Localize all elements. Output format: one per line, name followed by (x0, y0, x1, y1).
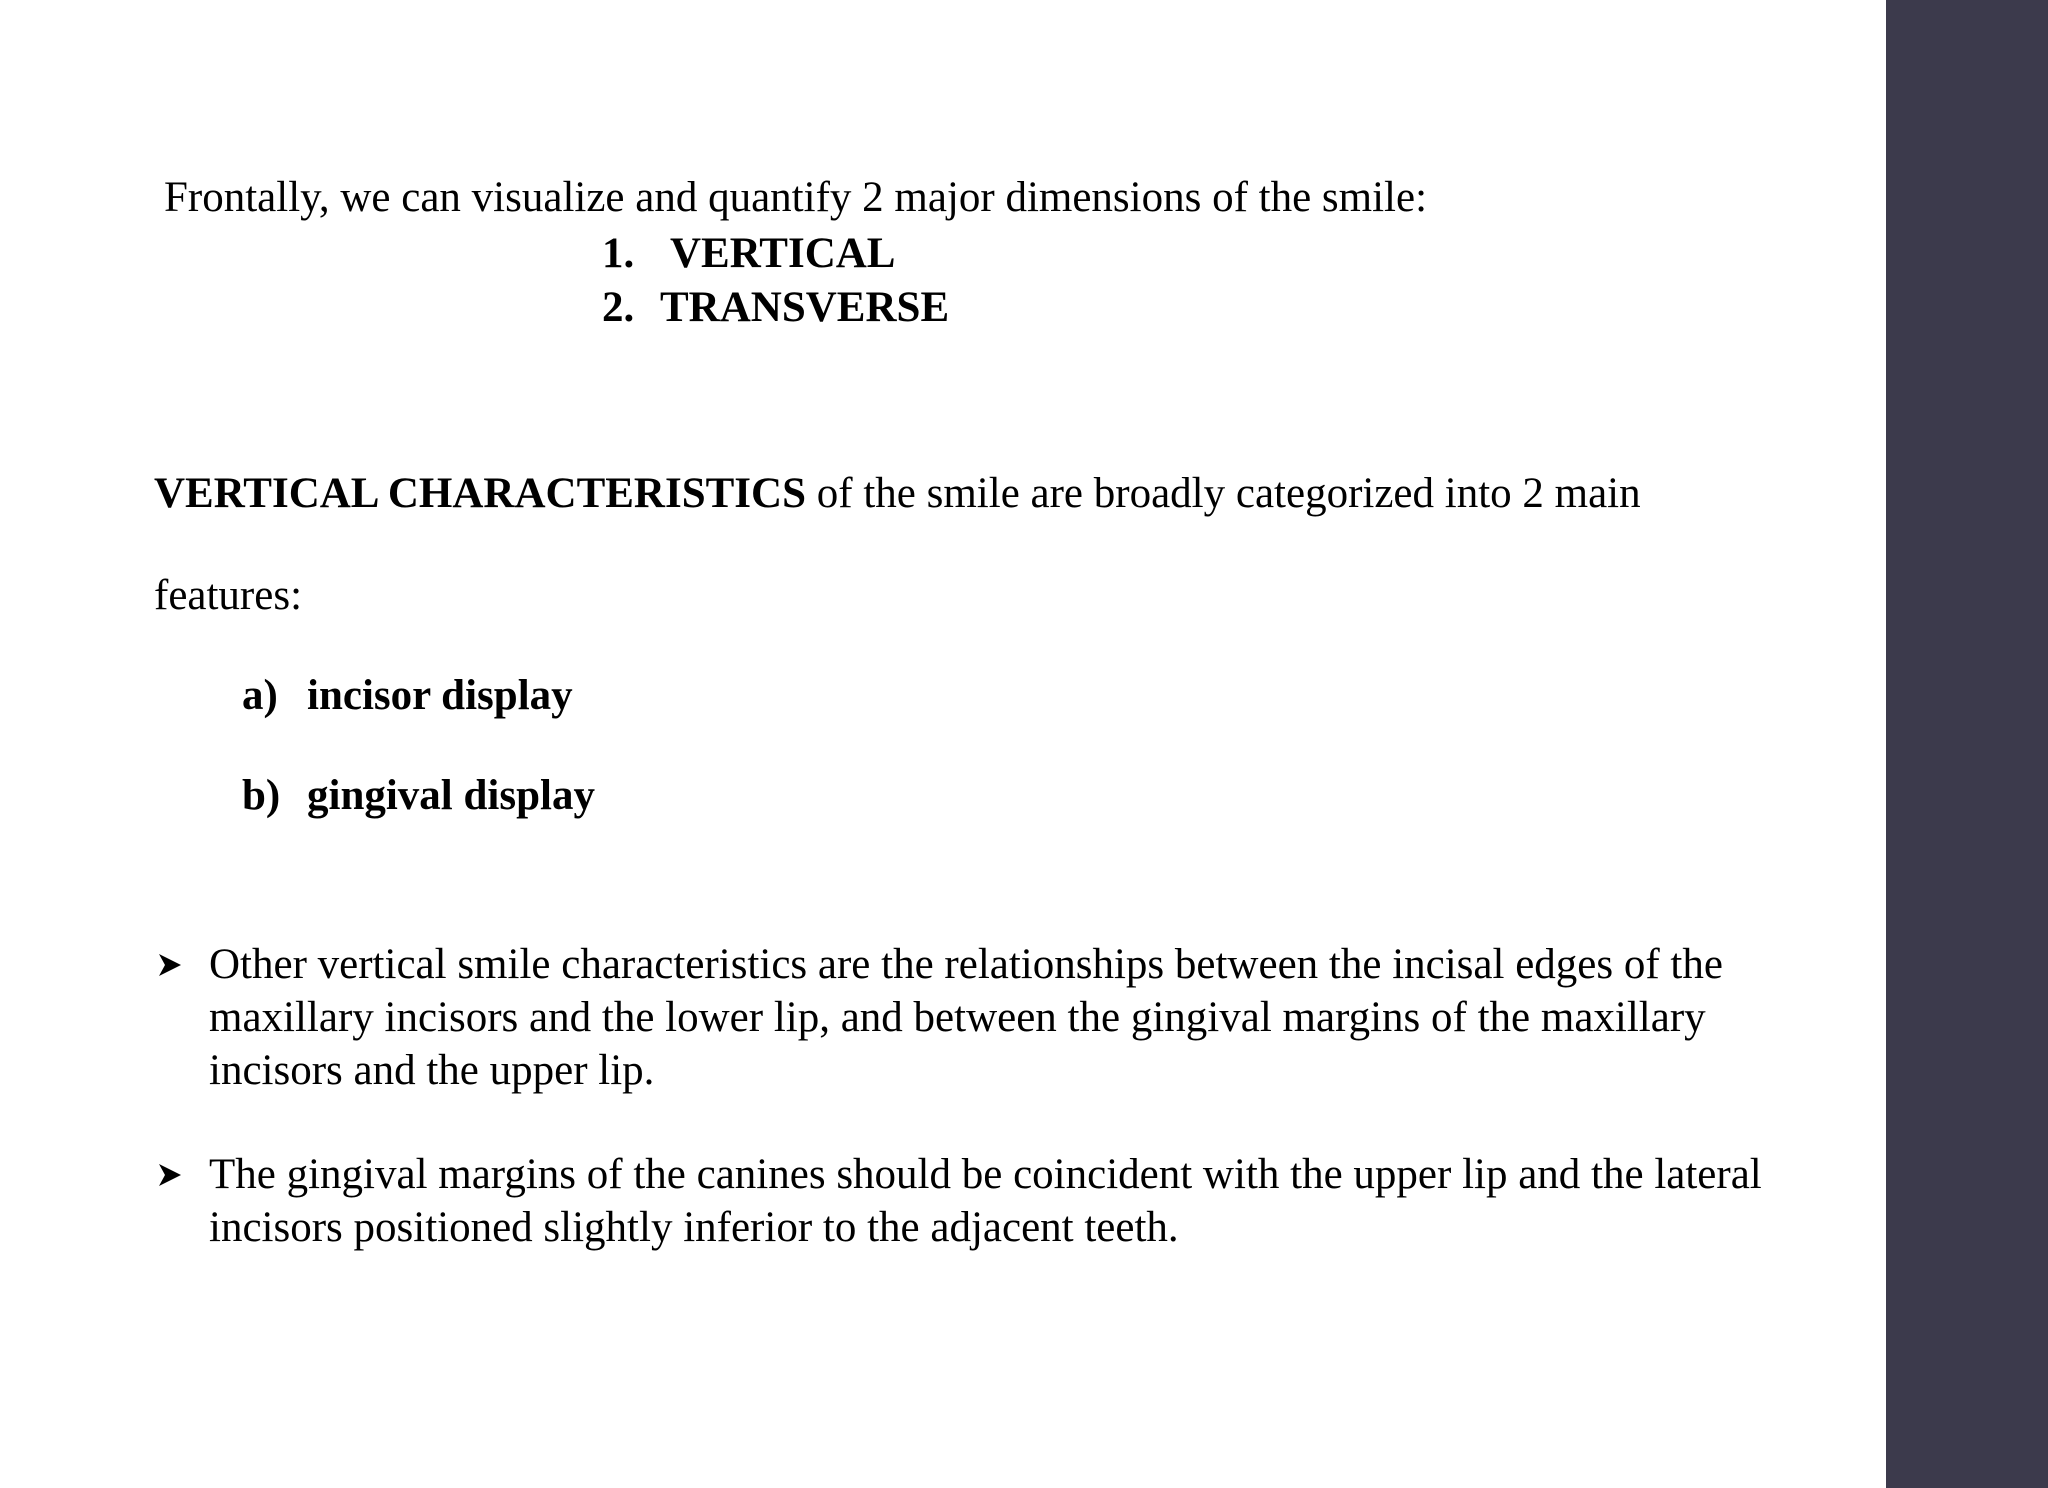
list-marker: a) (242, 672, 278, 719)
list-item-text: incisor display (307, 672, 573, 719)
list-item-text: TRANSVERSE (660, 284, 950, 331)
bullet-point (154, 1148, 1854, 1258)
bullet-line: incisors positioned slightly inferior to the adjacent teeth. (209, 1204, 1179, 1251)
bullet-line: maxillary incisors and the lower lip, and between the gingival margins of the maxillary (209, 994, 1706, 1041)
list-marker: 1. (602, 230, 635, 277)
arrow-bullet-icon (154, 938, 184, 991)
vertical-characteristics-text: of the smile are broadly categorized into 2 main (806, 470, 1641, 517)
intro-text: Frontally, we can visualize and quantify 2 major dimensions of the smile: (164, 174, 1428, 221)
bullet-line: incisors and the upper lip. (209, 1047, 655, 1094)
feature-item-incisor-display (242, 670, 573, 722)
vertical-characteristics-heading: VERTICAL CHARACTERISTICS (154, 470, 807, 517)
bullet-text (209, 1148, 1762, 1254)
list-item-text: VERTICAL (670, 230, 896, 277)
vertical-characteristics-continuation: features: (154, 572, 303, 619)
numbered-item-transverse (602, 282, 959, 334)
list-item-text: gingival display (307, 772, 595, 819)
feature-item-gingival-display (242, 770, 595, 822)
bullet-text (209, 938, 1723, 1097)
bullet-point (154, 938, 1854, 1098)
bullet-line: Other vertical smile characteristics are the relationships between the incisal edges of the (209, 941, 1723, 988)
list-marker: b) (242, 772, 281, 819)
numbered-item-vertical (602, 228, 895, 280)
decorative-side-bar (1886, 0, 2048, 1488)
bullet-line: The gingival margins of the canines should be coincident with the upper lip and the lateral (209, 1151, 1762, 1198)
list-marker: 2. (602, 284, 635, 331)
vertical-characteristics-paragraph (154, 468, 1641, 520)
arrow-bullet-icon (154, 1148, 184, 1201)
